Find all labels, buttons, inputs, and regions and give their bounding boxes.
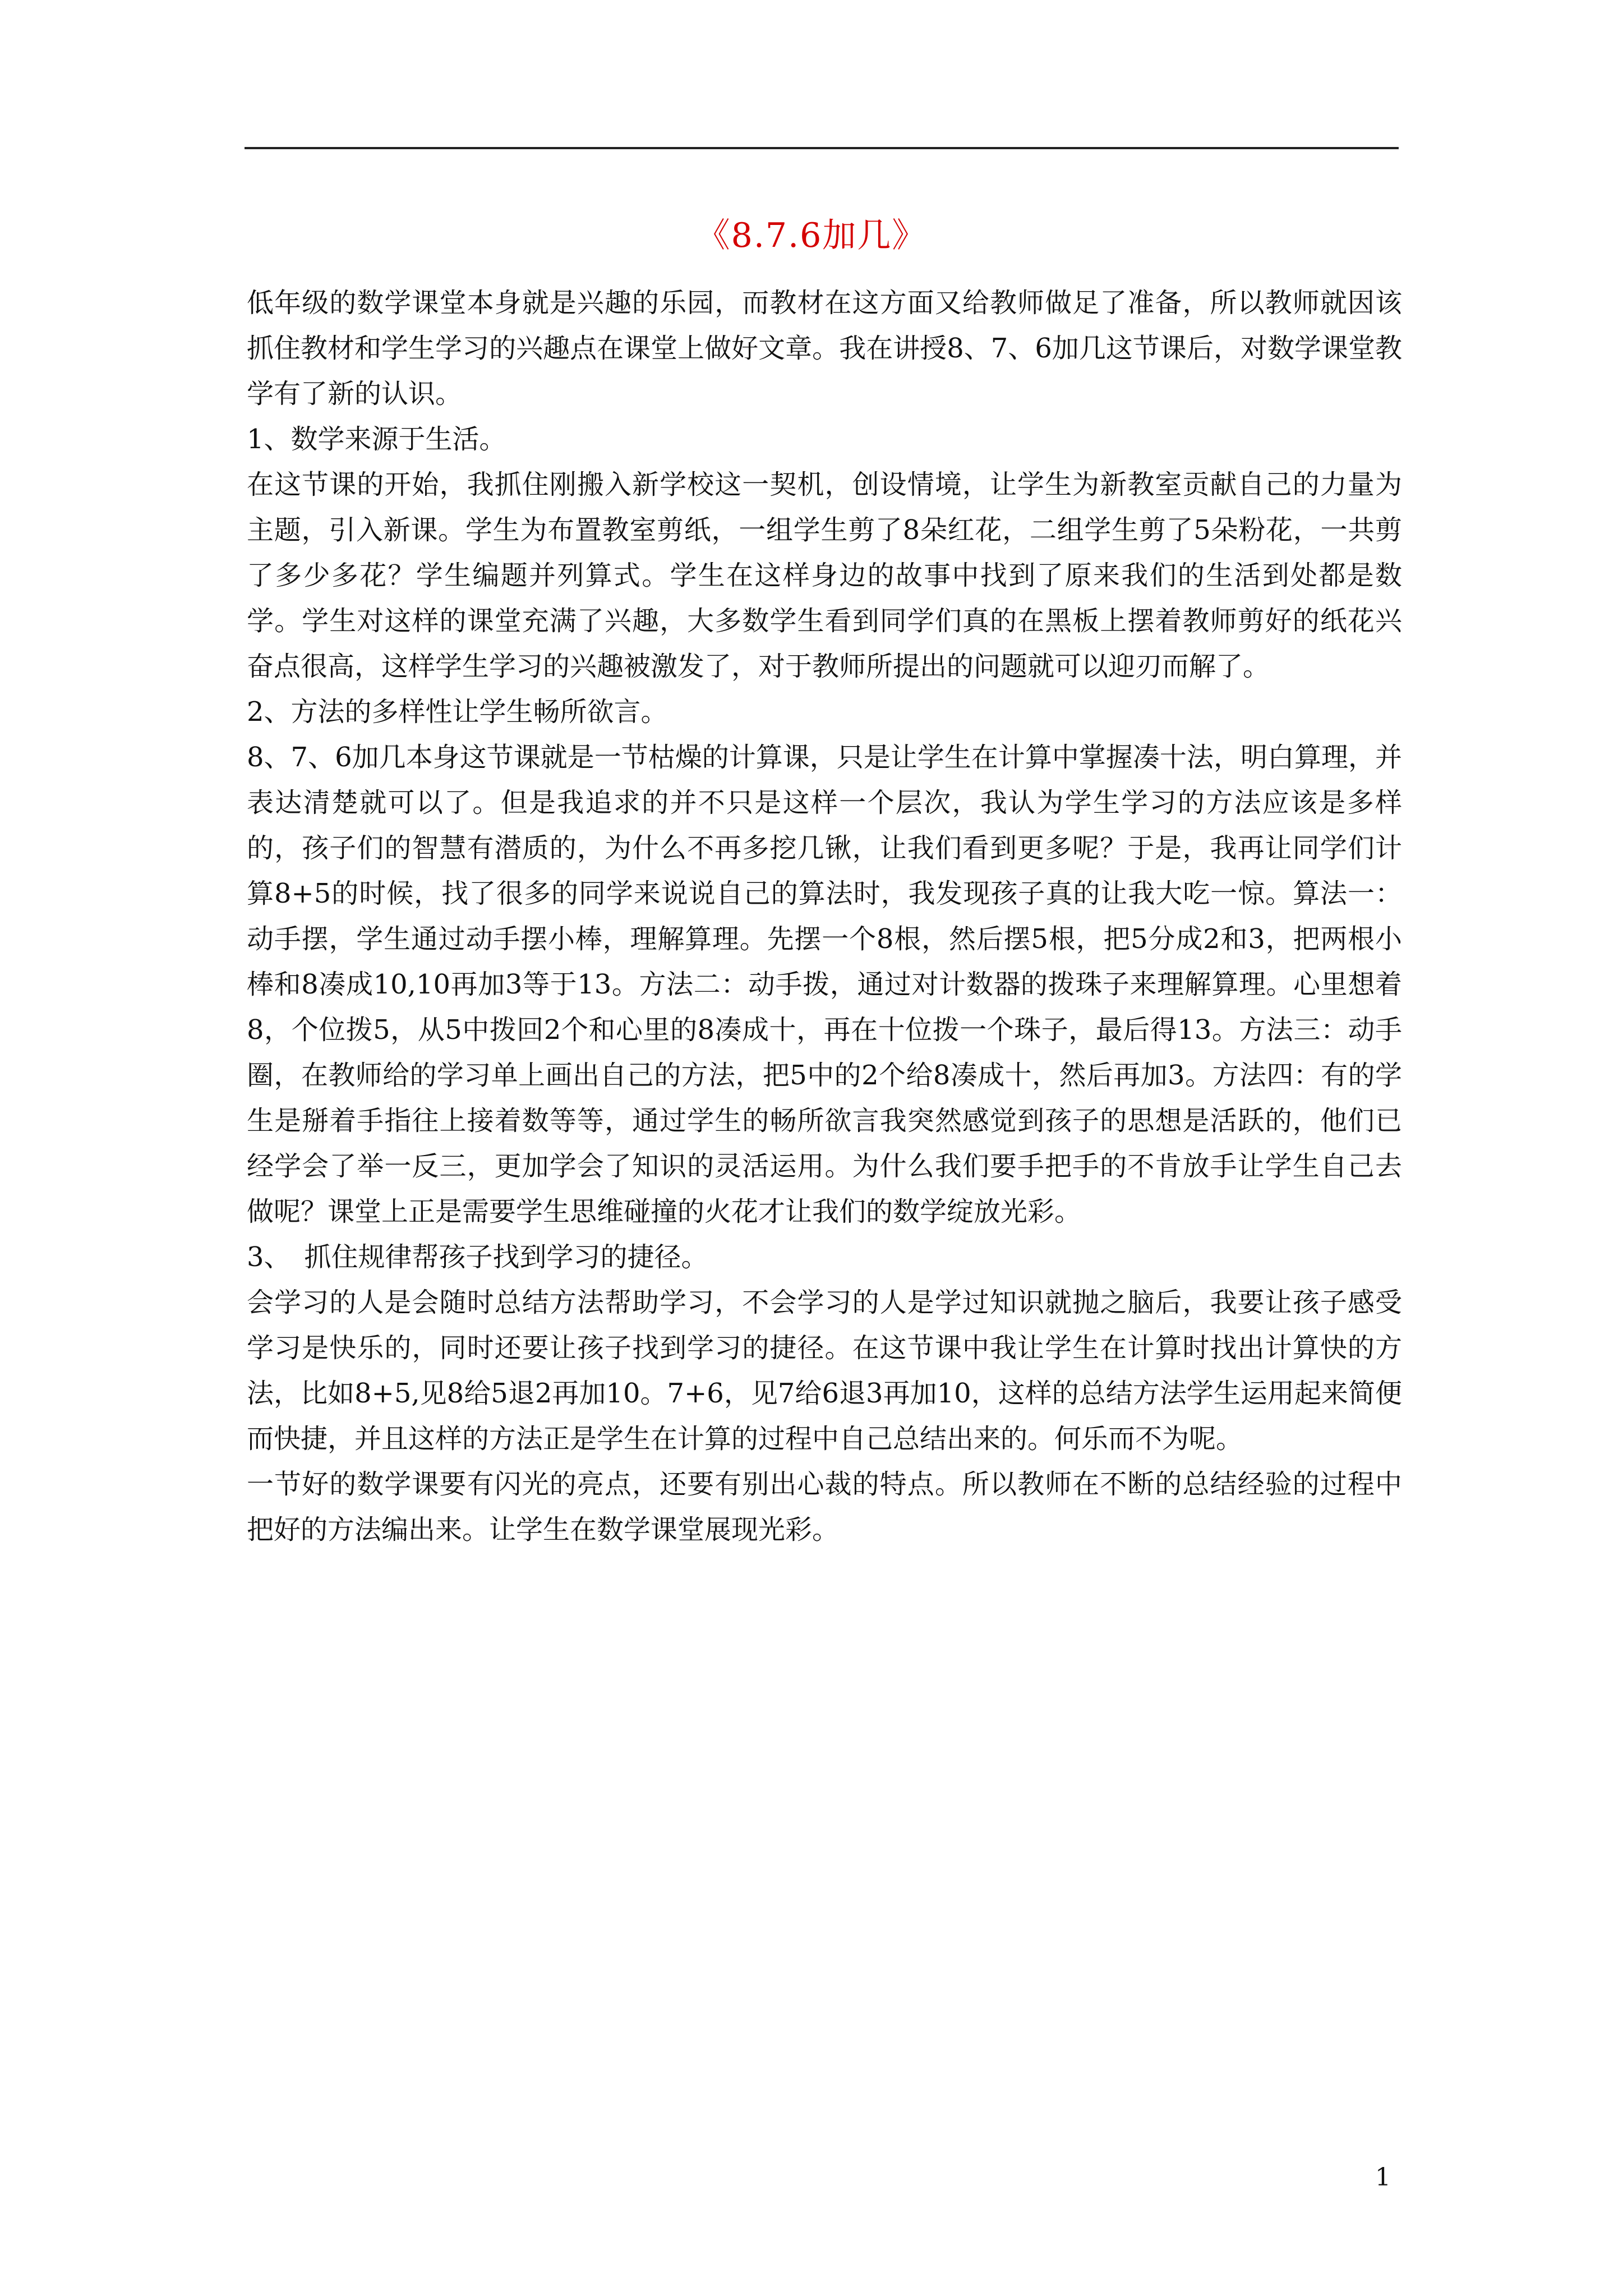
- section-heading-3: 3、 抓住规律帮孩子找到学习的捷径。: [247, 1241, 708, 1273]
- section-heading-2: 2、方法的多样性让学生畅所欲言。: [247, 696, 668, 728]
- page-number: 1: [1375, 2163, 1391, 2192]
- section-heading-1: 1、数学来源于生活。: [247, 424, 506, 455]
- paragraph-section-2: 8、7、6加几本身这节课就是一节枯燥的计算课，只是让学生在计算中掌握凑十法，明白算理，并表达清楚就可以了。但是我追求的并不只是这样一个层次，我认为学生学习的方法应该是多样的，孩子们的智慧有潜质的，为什么不再多挖几锹，让我们看到更多呢？于是，我再让同学们计算8+5的时候，找了很多的同学来说说自己的算法时，我发现孩子真的让我大吃一惊。算法一：动手摆，学生通过动手摆小棒，理解算理。先摆一个8根，然后摆5根，把5分成2和3，把两根小棒和8凑成10,10再加3等于13。方法二：动手拨，通过对计数器的拨珠子来理解算理。心里想着8，个位拨5，从5中拨回2个和心里的8凑成十，再在十位拨一个珠子，最后得13。方法三：动手圈，在教师给的学习单上画出自己的方法，把5中的2个给8凑成十，然后再加3。方法四：有的学生是掰着手指往上接着数等等，通过学生的畅所欲言我突然感觉到孩子的思想是活跃的，他们已经学会了举一反三，更加学会了知识的灵活运用。为什么我们要手把手的不肯放手让学生自己去做呢？课堂上正是需要学生思维碰撞的火花才让我们的数学绽放光彩。: [247, 742, 1402, 1227]
- header-rule: [245, 147, 1399, 149]
- document-body: [247, 280, 1402, 1553]
- paragraph-section-3: 会学习的人是会随时总结方法帮助学习，不会学习的人是学过知识就抛之脑后，我要让孩子感受学习是快乐的，同时还要让孩子找到学习的捷径。在这节课中我让学生在计算时找出计算快的方法，比如8+5,见8给5退2再加10。7+6，见7给6退3再加10，这样的总结方法学生运用起来简便而快捷，并且这样的方法正是学生在计算的过程中自己总结出来的。何乐而不为呢。: [247, 1287, 1402, 1455]
- paragraph-conclusion: 一节好的数学课要有闪光的亮点，还要有别出心裁的特点。所以教师在不断的总结经验的过程中把好的方法编出来。让学生在数学课堂展现光彩。: [247, 1469, 1402, 1545]
- document-title: 《8.7.6加几》: [696, 216, 927, 255]
- paragraph-intro: 低年级的数学课堂本身就是兴趣的乐园，而教材在这方面又给教师做足了准备，所以教师就因该抓住教材和学生学习的兴趣点在课堂上做好文章。我在讲授8、7、6加几这节课后，对数学课堂教学有了新的认识。: [247, 287, 1402, 409]
- paragraph-section-1: 在这节课的开始，我抓住刚搬入新学校这一契机，创设情境，让学生为新教室贡献自己的力量为主题，引入新课。学生为布置教室剪纸，一组学生剪了8朵红花，二组学生剪了5朵粉花，一共剪了多少多花？学生编题并列算式。学生在这样身边的故事中找到了原来我们的生活到处都是数学。学生对这样的课堂充满了兴趣，大多数学生看到同学们真的在黑板上摆着教师剪好的纸花兴奋点很高，这样学生学习的兴趣被激发了，对于教师所提出的问题就可以迎刃而解了。: [247, 469, 1402, 682]
